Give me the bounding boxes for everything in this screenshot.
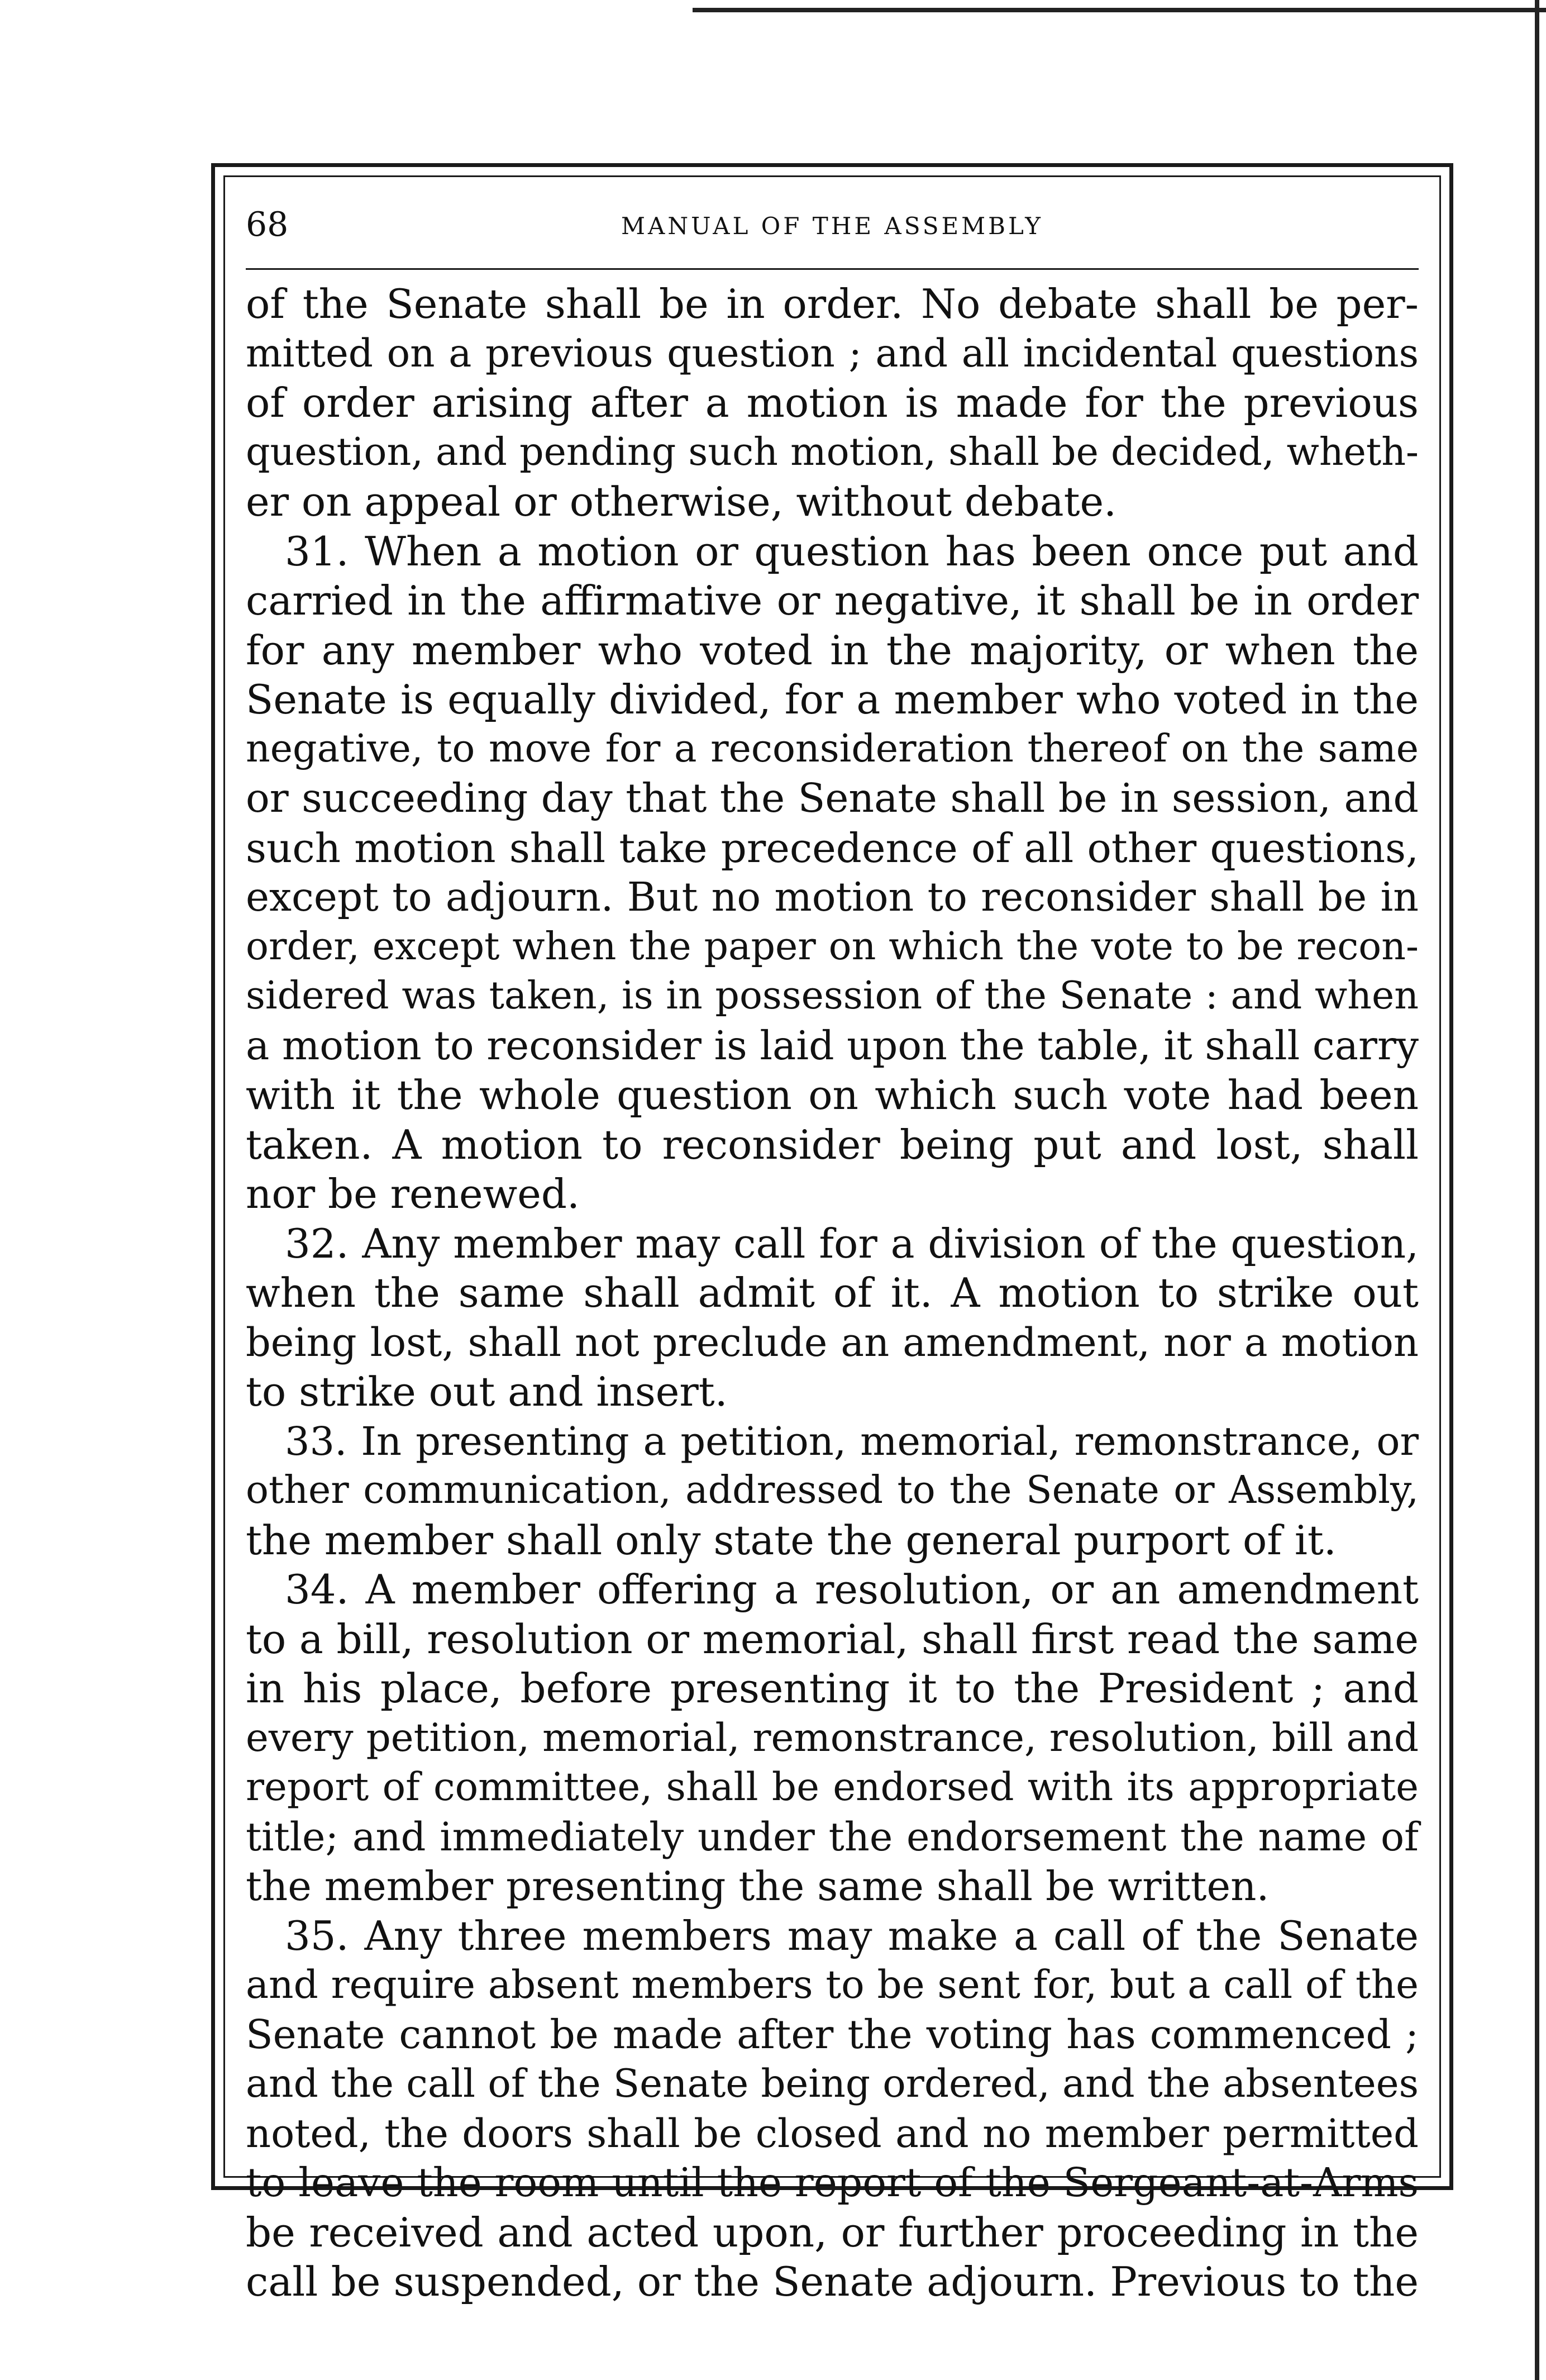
text-line: with it the whole question on which such vote had been — [246, 1072, 1419, 1118]
text-line: when the same shall admit of it. A motion to strike out — [246, 1269, 1419, 1316]
body-text — [246, 279, 1419, 2307]
page-header — [246, 199, 1419, 255]
text-line: Senate is equally divided, for a member who voted in the — [246, 676, 1419, 723]
rule-31-start: 31. When a motion or question has been once put and — [285, 527, 1419, 575]
text-line: to strike out and insert. — [246, 1368, 728, 1415]
text-line: question, and pending such motion, shall be decided, wheth- — [246, 430, 1419, 474]
rule-33-start: 33. In presenting a petition, memorial, remonstrance, or — [285, 1418, 1419, 1464]
text-line: and the call of the Senate being ordered, and the absentees — [246, 2062, 1419, 2106]
text-line: being lost, shall not preclude an amendment, nor a motion — [246, 1319, 1419, 1365]
text-line: call be suspended, or the Senate adjourn. Previous to the — [246, 2258, 1419, 2305]
text-line: Senate cannot be made after the voting has commenced ; — [246, 2011, 1419, 2058]
text-line: for any member who voted in the majority, or when the — [246, 626, 1419, 674]
text-line: to a bill, resolution or memorial, shall first read the same — [246, 1615, 1419, 1663]
running-title: MANUAL OF THE ASSEMBLY — [621, 212, 1043, 240]
text-line: of order arising after a motion is made for the previous — [246, 379, 1419, 426]
text-line: the member shall only state the general purport of it. — [246, 1516, 1337, 1564]
rule-32-start: 32. Any member may call for a division of the question, — [285, 1220, 1419, 1267]
text-line: carried in the affirmative or negative, it shall be in order — [246, 577, 1419, 624]
text-line: and require absent members to be sent for, but a call of the — [246, 1963, 1419, 2007]
text-line: other communication, addressed to the Senate or Assembly, — [246, 1468, 1419, 1512]
text-line: negative, to move for a reconsideration thereof on the same — [246, 726, 1419, 771]
text-line: order, except when the paper on which the vote to be recon- — [246, 924, 1419, 969]
page-edge-right — [1535, 0, 1539, 2380]
text-line: of the Senate shall be in order. No debate shall be per- — [246, 280, 1419, 327]
text-line: mitted on a previous question ; and all incidental questions — [246, 331, 1419, 376]
text-line: every petition, memorial, remonstrance, resolution, bill and — [246, 1715, 1419, 1760]
text-line: such motion shall take precedence of all other questions, — [246, 824, 1419, 872]
text-line: sidered was taken, is in possession of the Senate : and when — [246, 974, 1419, 1018]
text-line: the member presenting the same shall be written. — [246, 1863, 1270, 1910]
text-line: taken. A motion to reconsider being put and lost, shall — [246, 1121, 1419, 1168]
text-line: noted, the doors shall be closed and no member permitted — [246, 2110, 1419, 2157]
text-line: er on appeal or otherwise, without debate. — [246, 478, 1117, 525]
header-rule — [246, 268, 1419, 270]
text-line: in his place, before presenting it to the President ; and — [246, 1665, 1419, 1712]
text-line: or succeeding day that the Senate shall be in session, and — [246, 775, 1419, 821]
rule-35-start: 35. Any three members may make a call of the Senate — [285, 1912, 1419, 1959]
text-line: to leave the room until the report of the Sergeant-at-Arms — [246, 2159, 1419, 2206]
text-line: title; and immediately under the endorsement the name of — [246, 1813, 1419, 1860]
page-edge-top — [693, 8, 1546, 12]
page-number: 68 — [246, 205, 289, 244]
text-line: except to adjourn. But no motion to reconsider shall be in — [246, 874, 1419, 920]
rule-34-start: 34. A member offering a resolution, or an amendment — [285, 1566, 1419, 1613]
text-line: a motion to reconsider is laid upon the table, it shall carry — [246, 1022, 1419, 1069]
text-line: be received and acted upon, or further proceeding in the — [246, 2208, 1419, 2256]
text-line: nor be renewed. — [246, 1170, 580, 1217]
text-line: report of committee, shall be endorsed with its appropriate — [246, 1765, 1419, 1810]
